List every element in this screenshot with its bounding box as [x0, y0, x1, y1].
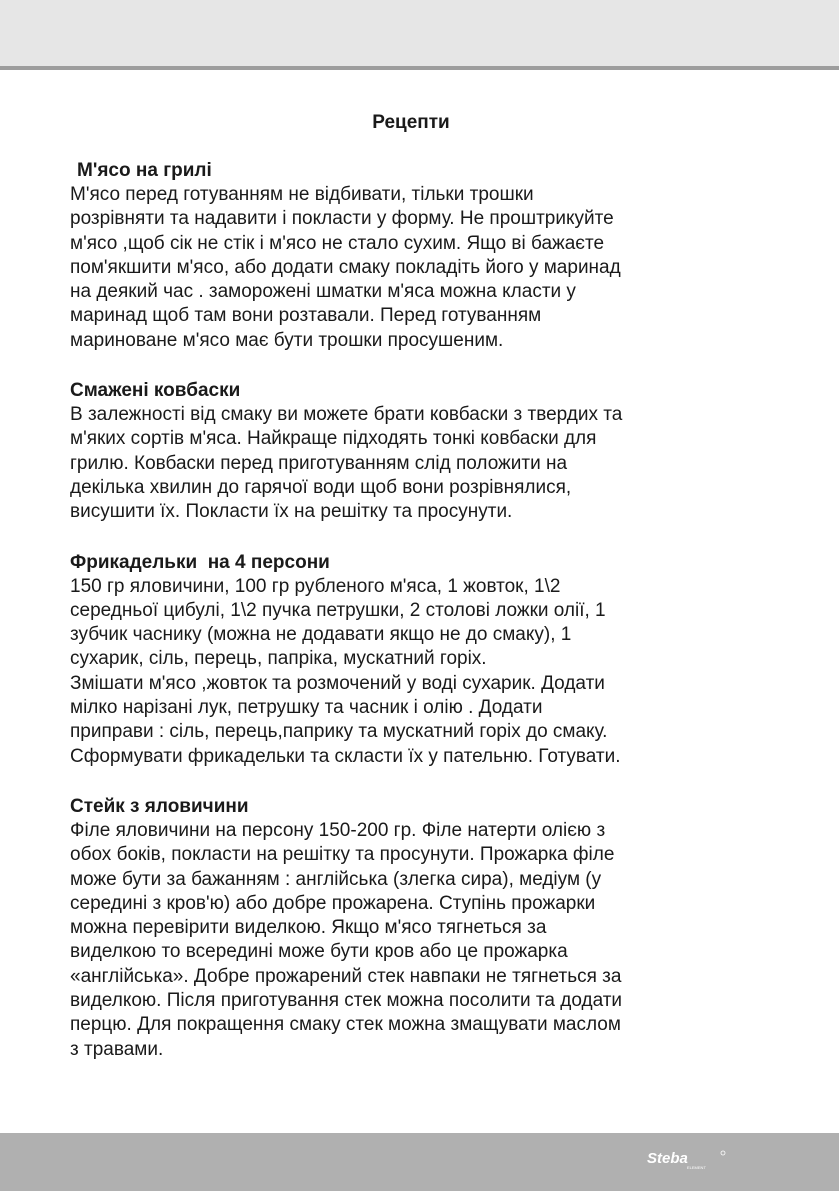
recipe-meatballs — [70, 551, 770, 769]
recipe-grilled-meat — [70, 159, 770, 353]
recipes-content — [70, 159, 770, 1088]
text-line: мілко нарізані лук, петрушку та часник і олію . Додати — [70, 697, 543, 719]
section-title: М'ясо на грилі — [77, 160, 212, 181]
text-line: висушити їх. Покласти їх на решітку та просунути. — [70, 501, 513, 523]
text-line: сухарик, сіль, перець, папріка, мускатний горіх. — [70, 648, 487, 670]
section-title: Стейк з яловичини — [70, 795, 249, 817]
svg-text:Steba: Steba — [647, 1150, 688, 1167]
section-title: Смажені ковбаски — [70, 380, 241, 402]
steba-logo — [647, 1149, 727, 1171]
header-band — [0, 0, 839, 70]
text-line: може бути за бажанням : англійська (злегка сира), медіум (у — [70, 868, 602, 890]
text-line: обох боків, покласти на решітку та просунути. Прожарка філе — [70, 844, 615, 866]
text-line: можна перевірити виделкою. Якщо м'ясо тягнеться за — [70, 917, 547, 939]
text-line: 150 гр яловичини, 100 гр рубленого м'яса, 1 жовток, 1\2 — [70, 575, 561, 597]
instructions-text — [70, 672, 770, 769]
text-line: мариноване м'ясо має бути трошки просушеним. — [70, 329, 504, 351]
text-line: виделкою то всередині може бути кров або це прожарка — [70, 941, 568, 963]
text-line: декілька хвилин до гарячої води щоб вони розрівнялися, — [70, 476, 572, 498]
section-text — [70, 819, 770, 1062]
text-line: м'ясо ,щоб сік не стік і м'ясо не стало сухим. Ящо ві бажаєте — [70, 232, 605, 254]
text-line: грилю. Ковбаски перед приготуванням слід положити на — [70, 452, 568, 474]
section-text — [70, 403, 770, 524]
text-line: «англійська». Добре прожарений стек навпаки не тягнеться за — [70, 965, 622, 987]
recipe-fried-sausages — [70, 379, 770, 524]
text-line: пом'якшити м'ясо, або додати смаку покладіть його у маринад — [70, 256, 621, 278]
text-line: середині з кров'ю) або добре прожарена. Ступінь прожарки — [70, 892, 596, 914]
page-title: Рецепти — [372, 112, 450, 133]
text-line: приправи : сіль, перець,паприку та мускатний горіх до смаку. — [70, 721, 608, 743]
svg-text:ELEMENT: ELEMENT — [687, 1165, 706, 1170]
ingredients-text — [70, 575, 770, 672]
text-line: зубчик часнику (можна не додавати якщо не до смаку), 1 — [70, 624, 572, 646]
text-line: розрівняти та надавити і покласти у форму. Не проштрикуйте — [70, 208, 614, 230]
text-line: В залежності від смаку ви можете брати ковбаски з твердих та — [70, 404, 623, 426]
text-line: з травами. — [70, 1038, 164, 1060]
text-line: виделкою. Після приготування стек можна посолити та додати — [70, 990, 623, 1012]
text-line: Філе яловичини на персону 150-200 гр. Філе натерти олією з — [70, 819, 606, 841]
text-line: на деякий час . заморожені шматки м'яса можна класти у — [70, 281, 576, 303]
section-text — [70, 183, 770, 353]
text-line: Змішати м'ясо ,жовток та розмочений у воді сухарик. Додати — [70, 672, 605, 694]
text-line: Сформувати фрикадельки та скласти їх у пательню. Готувати. — [70, 745, 621, 767]
text-line: М'ясо перед готуванням не відбивати, тільки трошки — [70, 184, 534, 205]
section-title: Фрикадельки на 4 персони — [70, 551, 330, 573]
text-line: середньої цибулі, 1\2 пучка петрушки, 2 столові ложки олії, 1 — [70, 599, 606, 621]
text-line: м'яких сортів м'яса. Найкраще підходять тонкі ковбаски для — [70, 428, 597, 450]
text-line: перцю. Для покращення смаку стек можна змащувати маслом — [70, 1014, 621, 1036]
recipe-beef-steak — [70, 795, 770, 1062]
text-line: маринад щоб там вони розтавали. Перед готуванням — [70, 305, 542, 327]
footer-band — [0, 1133, 839, 1191]
